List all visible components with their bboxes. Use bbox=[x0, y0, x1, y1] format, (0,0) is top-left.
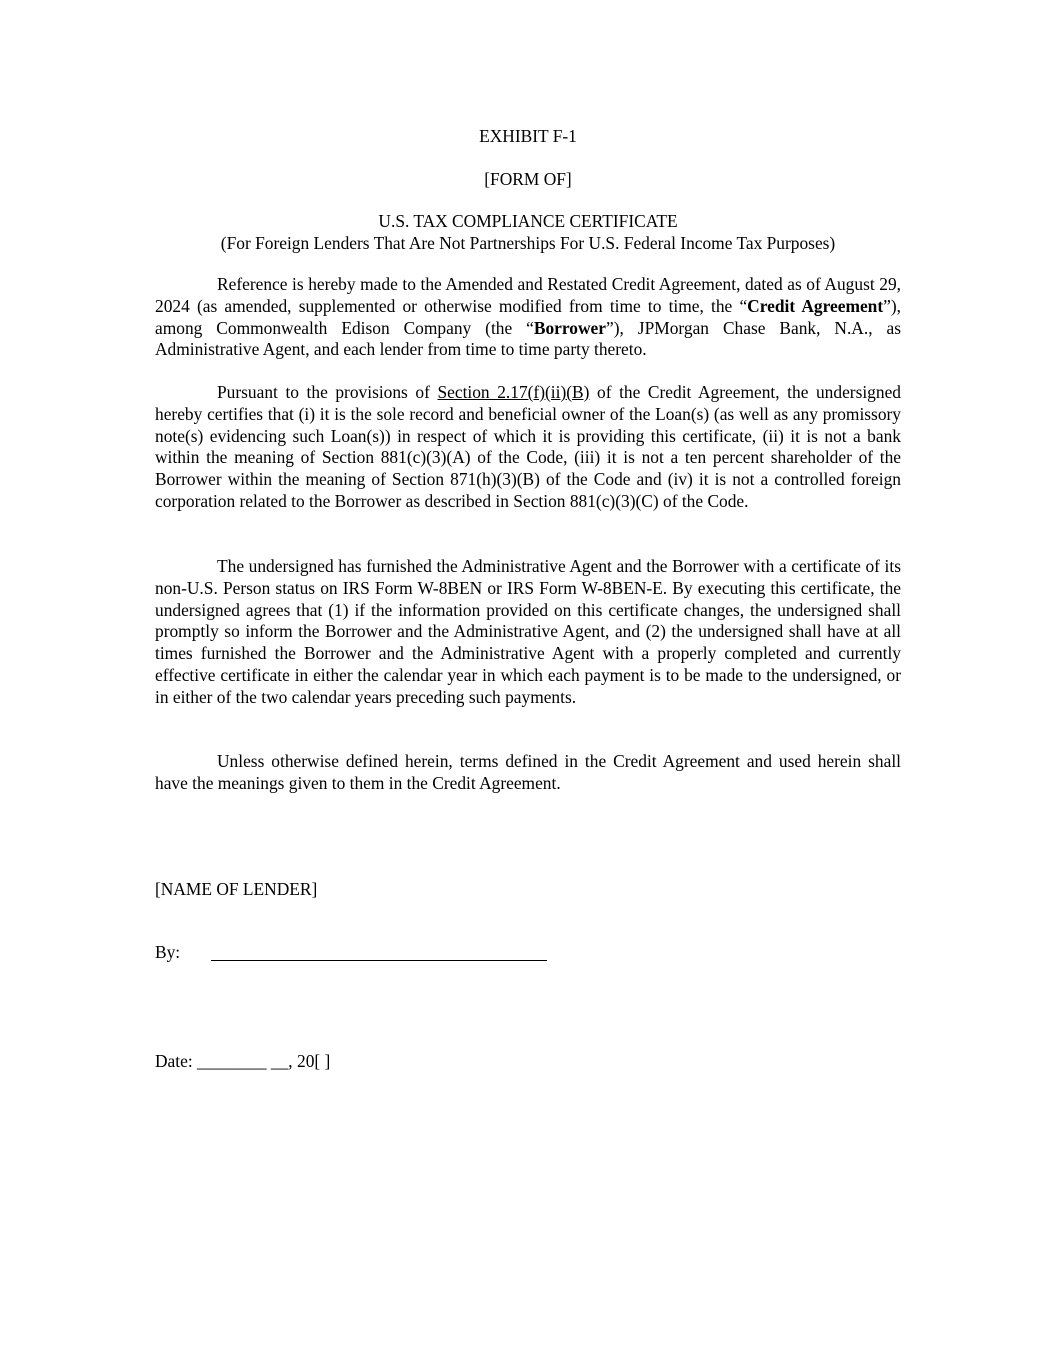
date-line: Date: ________ __, 20[ ] bbox=[155, 1051, 331, 1071]
signature-line bbox=[211, 960, 547, 961]
certification-text-2: of the Credit Agreement, the undersigned hereby certifies that (i) it is the sole record and beneficial owner of the Loan(s) (as well as any promissory note(s) evidencing such Loan(s)) in respect of which it is providing this certificate, (ii) it is not a bank within the meaning of Section 881(c)(3)(A) of the Code, (iii) it is not a ten percent shareholder of the Borrower within the meaning of Section 871(h)(3)(B) of the Code and (iv) it is not a controlled foreign corporation related to the Borrower as described in Section 881(c)(3)(C) of the Code. bbox=[155, 382, 901, 511]
section-reference: Section 2.17(f)(ii)(B) bbox=[437, 382, 590, 402]
lender-name: [NAME OF LENDER] bbox=[155, 879, 318, 899]
certificate-subtitle: (For Foreign Lenders That Are Not Partnerships For U.S. Federal Income Tax Purposes) bbox=[220, 233, 836, 253]
borrower-term: Borrower bbox=[533, 317, 606, 338]
definitions-paragraph: Unless otherwise defined herein, terms defined in the Credit Agreement and used herein shall have the meanings given to them in the Credit Agreement. bbox=[155, 751, 901, 793]
certificate-title: U.S. TAX COMPLIANCE CERTIFICATE bbox=[378, 211, 678, 231]
reference-text-1: Reference is hereby made to the Amended and Restated Credit Agreement, dated as of August 29, 2024 (as amended, supplemented or otherwise modified from time to time, the “ bbox=[155, 274, 901, 316]
reference-text-3: ”), JPMorgan Chase Bank, N.A., as Administrative Agent, and each lender from time to time party thereto. bbox=[155, 317, 901, 360]
exhibit-heading: EXHIBIT F-1 bbox=[479, 126, 577, 146]
certification-text-1: Pursuant to the provisions of bbox=[217, 382, 438, 402]
furnished-paragraph: The undersigned has furnished the Administrative Agent and the Borrower with a certificate of its non-U.S. Person status on IRS Form W-8BEN or IRS Form W-8BEN-E. By executing this certificate, the undersigned agrees that (1) if the information provided on this certificate changes, the undersigned shall promptly so inform the Borrower and the Administrative Agent, and (2) the undersigned shall have at all times furnished the Borrower and the Administrative Agent with a properly completed and currently effective certificate in either the calendar year in which each payment is to be made to the undersigned, or in either of the two calendar years preceding such payments. bbox=[155, 556, 901, 707]
reference-text-2: ”), among Commonwealth Edison Company (the “ bbox=[155, 295, 901, 338]
form-of-heading: [FORM OF] bbox=[484, 169, 572, 189]
credit-agreement-term: Credit Agreement bbox=[747, 295, 884, 316]
certification-paragraph bbox=[155, 382, 901, 513]
reference-paragraph bbox=[155, 274, 901, 361]
by-label: By: bbox=[155, 942, 181, 962]
